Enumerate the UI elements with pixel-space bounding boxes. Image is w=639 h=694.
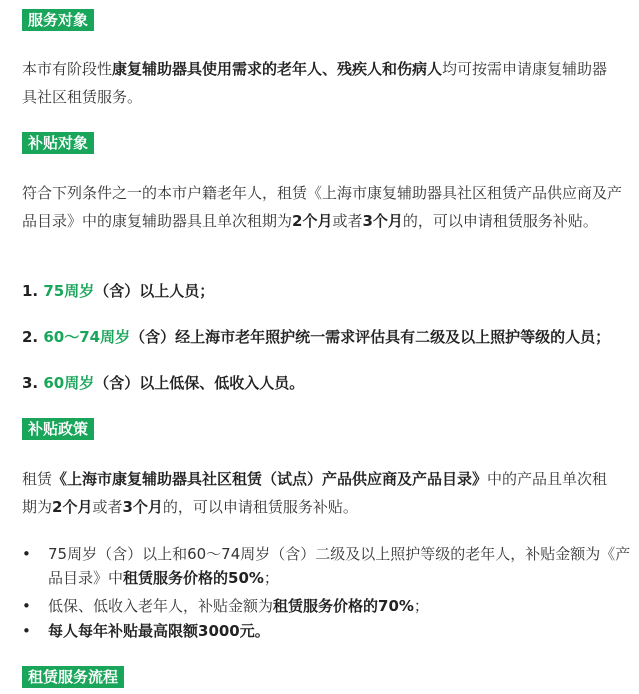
section-heading-subsidy-policy: 补贴政策 bbox=[22, 418, 94, 440]
subsidy-condition-item: 1. 75周岁（含）以上人员； bbox=[22, 282, 215, 300]
section-heading-service-target: 服务对象 bbox=[22, 9, 94, 31]
service-target-paragraph: 本市有阶段性康复辅助器具使用需求的老年人、残疾人和伤病人均可按需申请康复辅助器具社区租赁服务。 bbox=[22, 60, 608, 106]
section-heading-subsidy-target: 补贴对象 bbox=[22, 132, 94, 154]
subsidy-condition-item: 2. 60～74周岁（含）经上海市老年照护统一需求评估具有二级及以上照护等级的人员； bbox=[22, 328, 611, 346]
subsidy-target-paragraph: 符合下列条件之一的本市户籍老年人，租赁《上海市康复辅助器具社区租赁产品供应商及产品目录》中的康复辅助器具且单次租期为2个月或者3个月的，可以申请租赁服务补贴。 bbox=[22, 184, 623, 230]
policy-bullet-text: 每人每年补贴最高限额3000元。 bbox=[48, 622, 270, 640]
bullet-icon: • bbox=[22, 622, 31, 640]
section-heading-rental-process: 租赁服务流程 bbox=[22, 666, 124, 688]
subsidy-condition-item: 3. 60周岁（含）以上低保、低收入人员。 bbox=[22, 374, 305, 392]
bullet-icon: • bbox=[22, 545, 31, 563]
policy-bullet-text: 75周岁（含）以上和60～74周岁（含）二级及以上照护等级的老年人，补贴金额为《产品目录》中租赁服务价格的50%； bbox=[48, 545, 631, 587]
policy-bullet-text: 低保、低收入老年人，补贴金额为租赁服务价格的70%； bbox=[48, 597, 429, 615]
bullet-icon: • bbox=[22, 597, 31, 615]
subsidy-policy-paragraph: 租赁《上海市康复辅助器具社区租赁（试点）产品供应商及产品目录》中的产品且单次租期为2个月或者3个月的，可以申请租赁服务补贴。 bbox=[22, 470, 608, 516]
